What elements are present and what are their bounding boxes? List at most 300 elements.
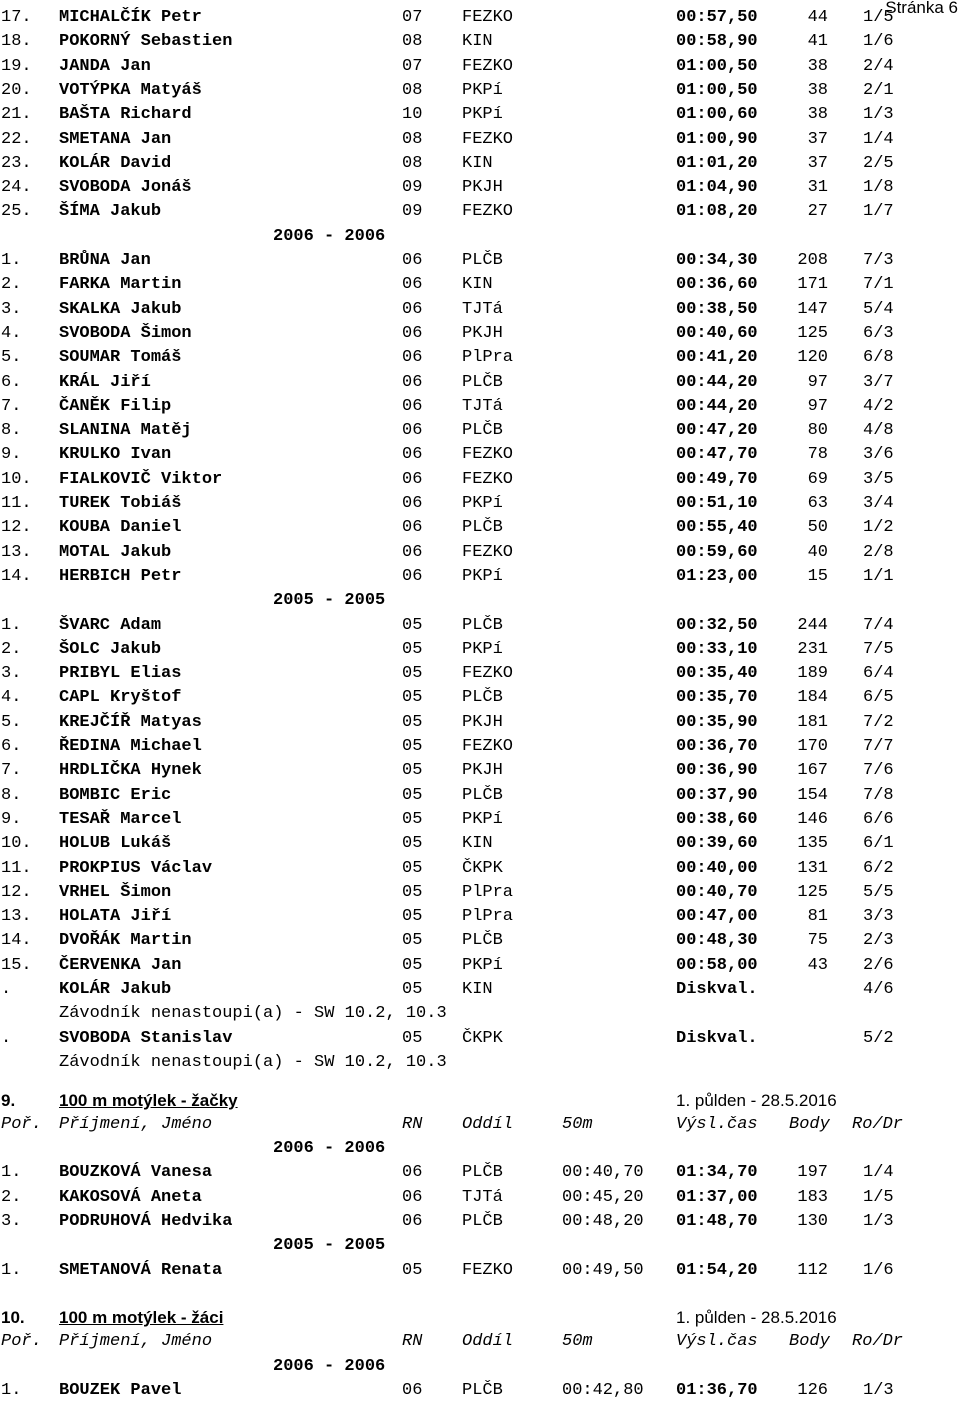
place: 21. [1, 105, 32, 125]
result-row [0, 808, 960, 832]
club: PLČB [462, 1163, 503, 1183]
heat-lane: 5/2 [863, 1028, 894, 1048]
header-points: Body [789, 1114, 830, 1134]
club: KIN [462, 980, 493, 999]
points: 126 [797, 1380, 828, 1400]
club: PLČB [462, 251, 503, 270]
points: 167 [797, 761, 828, 781]
header-club: Oddíl [462, 1332, 514, 1352]
result-row [0, 298, 960, 322]
place: 1. [1, 1163, 22, 1183]
place: 24. [1, 178, 32, 198]
result-row [0, 1186, 960, 1210]
split-time: 00:40,70 [562, 1163, 644, 1183]
points: 131 [797, 858, 828, 878]
birth-year: 05 [402, 1260, 423, 1280]
heat-lane: 2/3 [863, 931, 894, 951]
result-row [0, 273, 960, 297]
swimmer-name: ŠOLC Jakub [59, 639, 162, 659]
swimmer-name: PROKPIUS Václav [59, 858, 213, 878]
points: 171 [797, 275, 828, 295]
birth-year: 06 [402, 542, 423, 562]
heat-lane: 7/8 [863, 785, 894, 805]
swimmer-name: VOTÝPKA Matyáš [59, 80, 202, 100]
disqualification-note [0, 1051, 960, 1075]
result-row [0, 905, 960, 929]
club: PlPra [462, 348, 514, 368]
swimmer-name: PRIBYL Elias [59, 664, 182, 684]
points: 146 [797, 809, 828, 829]
points: 244 [797, 615, 828, 635]
birth-year: 05 [402, 712, 423, 732]
result-row [0, 881, 960, 905]
split-time: 00:45,20 [562, 1187, 644, 1207]
club: PKJH [462, 178, 503, 198]
swimmer-name: BOMBIC Eric [59, 785, 172, 805]
heat-lane: 7/1 [863, 275, 894, 295]
club: PLČB [462, 372, 503, 392]
header-points: Body [789, 1332, 830, 1352]
birth-year: 05 [402, 737, 423, 756]
result-row [0, 1259, 960, 1283]
place: 6. [1, 372, 22, 392]
place: . [1, 980, 12, 999]
birth-year: 05 [402, 615, 423, 635]
heat-lane: 7/2 [863, 712, 894, 732]
swimmer-name: FIALKOVIČ Viktor [59, 469, 223, 489]
heat-lane: 3/5 [863, 469, 894, 489]
final-time: 01:01,20 [676, 153, 758, 173]
swimmer-name: SVOBODA Stanislav [59, 1028, 233, 1048]
age-group-row [0, 225, 960, 249]
event-title-row [0, 1089, 960, 1113]
age-group-label: 2006 - 2006 [273, 1139, 386, 1159]
place: 10. [1, 834, 32, 854]
points: 38 [807, 56, 828, 76]
points: 27 [807, 202, 828, 222]
points: 130 [797, 1212, 828, 1232]
column-header-row [0, 1113, 960, 1137]
header-rn: RN [402, 1332, 423, 1352]
points: 38 [807, 105, 828, 125]
club: PKPí [462, 105, 503, 125]
birth-year: 06 [402, 469, 423, 489]
result-row [0, 152, 960, 176]
heat-lane: 7/7 [863, 737, 894, 756]
note-text: Závodník nenastoupi(a) - SW 10.2, 10.3 [59, 1004, 447, 1024]
result-row [0, 128, 960, 152]
place: 3. [1, 664, 22, 684]
result-row [0, 468, 960, 492]
final-time: 00:47,00 [676, 907, 758, 927]
club: PKPí [462, 566, 503, 586]
birth-year: 06 [402, 494, 423, 513]
header-place: Poř. [1, 1332, 42, 1352]
place: 4. [1, 323, 22, 343]
final-time: 00:37,90 [676, 785, 758, 805]
swimmer-name: ČERVENKA Jan [59, 955, 182, 975]
heat-lane: 7/3 [863, 251, 894, 270]
club: PlPra [462, 907, 514, 927]
place: 10. [1, 469, 32, 489]
final-time: 01:37,00 [676, 1187, 758, 1207]
birth-year: 08 [402, 153, 423, 173]
result-row [0, 55, 960, 79]
swimmer-name: VRHEL Šimon [59, 882, 172, 902]
place: 9. [1, 445, 22, 465]
heat-lane: 1/3 [863, 1212, 894, 1232]
birth-year: 06 [402, 348, 423, 368]
final-time: 00:40,70 [676, 882, 758, 902]
result-row [0, 954, 960, 978]
final-time: Diskval. [676, 1028, 758, 1048]
heat-lane: 1/3 [863, 1380, 894, 1400]
club: TJTá [462, 396, 503, 416]
result-row [0, 662, 960, 686]
club: FEZKO [462, 469, 514, 489]
points: 197 [797, 1163, 828, 1183]
birth-year: 06 [402, 1380, 423, 1400]
heat-lane: 1/1 [863, 566, 894, 586]
final-time: 01:34,70 [676, 1163, 758, 1183]
points: 208 [797, 251, 828, 270]
club: PKPí [462, 955, 503, 975]
swimmer-name: HOLATA Jiří [59, 907, 172, 927]
heat-lane: 6/3 [863, 323, 894, 343]
place: 3. [1, 1212, 22, 1232]
points: 31 [807, 178, 828, 198]
swimmer-name: POKORNÝ Sebastien [59, 32, 233, 52]
final-time: 00:41,20 [676, 348, 758, 368]
page-number: Stránka 6 [885, 0, 958, 17]
heat-lane: 2/4 [863, 56, 894, 76]
swimmer-name: ČANĚK Filip [59, 396, 172, 416]
final-time: 00:33,10 [676, 639, 758, 659]
final-time: 00:57,50 [676, 8, 758, 27]
birth-year: 08 [402, 80, 423, 100]
birth-year: 05 [402, 931, 423, 951]
club: FEZKO [462, 542, 514, 562]
birth-year: 06 [402, 372, 423, 392]
place: 4. [1, 688, 22, 708]
swimmer-name: HERBICH Petr [59, 566, 182, 586]
club: PKPí [462, 639, 503, 659]
final-time: 00:47,20 [676, 421, 758, 441]
place: 2. [1, 1187, 22, 1207]
result-row [0, 249, 960, 273]
club: PKJH [462, 712, 503, 732]
heat-lane: 1/2 [863, 518, 894, 538]
result-row [0, 395, 960, 419]
points: 112 [797, 1260, 828, 1280]
birth-year: 06 [402, 323, 423, 343]
club: PLČB [462, 688, 503, 708]
swimmer-name: DVOŘÁK Martin [59, 931, 192, 951]
place: 7. [1, 761, 22, 781]
place: 8. [1, 785, 22, 805]
club: FEZKO [462, 1260, 514, 1280]
birth-year: 06 [402, 518, 423, 538]
place: 2. [1, 275, 22, 295]
points: 181 [797, 712, 828, 732]
result-row [0, 200, 960, 224]
birth-year: 08 [402, 32, 423, 52]
birth-year: 06 [402, 421, 423, 441]
club: ČKPK [462, 1028, 503, 1048]
club: PKPí [462, 494, 503, 513]
birth-year: 05 [402, 639, 423, 659]
place: 1. [1, 1380, 22, 1400]
place: 13. [1, 542, 32, 562]
place: 20. [1, 80, 32, 100]
place: 14. [1, 566, 32, 586]
place: 23. [1, 153, 32, 173]
heat-lane: 2/8 [863, 542, 894, 562]
club: KIN [462, 834, 493, 854]
final-time: 00:40,60 [676, 323, 758, 343]
heat-lane: 1/5 [863, 1187, 894, 1207]
final-time: Diskval. [676, 980, 758, 999]
heat-lane: 1/5 [863, 8, 894, 27]
result-row [0, 516, 960, 540]
swimmer-name: HOLUB Lukáš [59, 834, 172, 854]
result-row [0, 541, 960, 565]
final-time: 01:48,70 [676, 1212, 758, 1232]
swimmer-name: BOUZKOVÁ Vanesa [59, 1163, 213, 1183]
final-time: 00:55,40 [676, 518, 758, 538]
club: FEZKO [462, 202, 514, 222]
swimmer-name: ŠVARC Adam [59, 615, 162, 635]
swimmer-name: SOUMAR Tomáš [59, 348, 182, 368]
swimmer-name: PODRUHOVÁ Hedvika [59, 1212, 233, 1232]
header-heat-lane: Ro/Dr [852, 1332, 904, 1352]
club: FEZKO [462, 8, 514, 27]
birth-year: 09 [402, 202, 423, 222]
heat-lane: 2/5 [863, 153, 894, 173]
club: KIN [462, 153, 493, 173]
birth-year: 06 [402, 396, 423, 416]
birth-year: 09 [402, 178, 423, 198]
age-group-label: 2006 - 2006 [273, 1356, 386, 1376]
place: 2. [1, 639, 22, 659]
age-group-row [0, 1137, 960, 1161]
place: 6. [1, 737, 22, 756]
points: 44 [807, 8, 828, 27]
event-date: 1. půlden - 28.5.2016 [676, 1090, 837, 1110]
final-time: 00:36,60 [676, 275, 758, 295]
age-group-label: 2005 - 2005 [273, 1236, 386, 1256]
birth-year: 06 [402, 1212, 423, 1232]
swimmer-name: CAPL Kryštof [59, 688, 182, 708]
heat-lane: 6/4 [863, 664, 894, 684]
swimmer-name: KOLÁR Jakub [59, 980, 172, 999]
final-time: 00:58,00 [676, 955, 758, 975]
result-row [0, 322, 960, 346]
result-row [0, 1379, 960, 1403]
heat-lane: 4/2 [863, 396, 894, 416]
final-time: 01:00,90 [676, 129, 758, 149]
age-group-label: 2005 - 2005 [273, 591, 386, 611]
place: 12. [1, 518, 32, 538]
place: 11. [1, 858, 32, 878]
result-row [0, 79, 960, 103]
final-time: 00:35,90 [676, 712, 758, 732]
swimmer-name: MOTAL Jakub [59, 542, 172, 562]
points: 120 [797, 348, 828, 368]
split-time: 00:49,50 [562, 1260, 644, 1280]
club: TJTá [462, 1187, 503, 1207]
club: FEZKO [462, 664, 514, 684]
place: 5. [1, 348, 22, 368]
swimmer-name: KRÁL Jiří [59, 372, 151, 392]
final-time: 00:49,70 [676, 469, 758, 489]
age-group-label: 2006 - 2006 [273, 226, 386, 246]
heat-lane: 4/8 [863, 421, 894, 441]
final-time: 00:58,90 [676, 32, 758, 52]
header-rn: RN [402, 1114, 423, 1134]
event-date: 1. půlden - 28.5.2016 [676, 1308, 837, 1328]
place: 17. [1, 8, 32, 27]
final-time: 00:44,20 [676, 372, 758, 392]
points: 75 [807, 931, 828, 951]
result-row [0, 784, 960, 808]
club: PLČB [462, 931, 503, 951]
heat-lane: 3/3 [863, 907, 894, 927]
header-split: 50m [562, 1332, 593, 1352]
swimmer-name: FARKA Martin [59, 275, 182, 295]
final-time: 00:59,60 [676, 542, 758, 562]
birth-year: 06 [402, 275, 423, 295]
header-split: 50m [562, 1114, 593, 1134]
final-time: 00:32,50 [676, 615, 758, 635]
header-name: Příjmení, Jméno [59, 1332, 213, 1352]
club: FEZKO [462, 445, 514, 465]
heat-lane: 5/4 [863, 299, 894, 319]
place: 11. [1, 494, 32, 513]
final-time: 00:40,00 [676, 858, 758, 878]
swimmer-name: JANDA Jan [59, 56, 151, 76]
club: PLČB [462, 1212, 503, 1232]
final-time: 01:04,90 [676, 178, 758, 198]
place: 13. [1, 907, 32, 927]
heat-lane: 7/5 [863, 639, 894, 659]
birth-year: 06 [402, 566, 423, 586]
swimmer-name: BOUZEK Pavel [59, 1380, 182, 1400]
place: 9. [1, 809, 22, 829]
split-time: 00:48,20 [562, 1212, 644, 1232]
place: 15. [1, 955, 32, 975]
place: 1. [1, 615, 22, 635]
swimmer-name: KREJČÍŘ Matyas [59, 712, 202, 732]
club: FEZKO [462, 129, 514, 149]
points: 154 [797, 785, 828, 805]
place: 5. [1, 712, 22, 732]
birth-year: 05 [402, 882, 423, 902]
swimmer-name: SLANINA Matěj [59, 421, 192, 441]
final-time: 01:08,20 [676, 202, 758, 222]
result-row [0, 759, 960, 783]
swimmer-name: SVOBODA Jonáš [59, 178, 192, 198]
heat-lane: 6/6 [863, 809, 894, 829]
heat-lane: 1/4 [863, 1163, 894, 1183]
final-time: 01:00,50 [676, 80, 758, 100]
header-place: Poř. [1, 1114, 42, 1134]
result-row [0, 443, 960, 467]
header-name: Příjmení, Jméno [59, 1114, 213, 1134]
heat-lane: 3/4 [863, 494, 894, 513]
final-time: 01:00,50 [676, 56, 758, 76]
final-time: 00:47,70 [676, 445, 758, 465]
birth-year: 05 [402, 1028, 423, 1048]
final-time: 01:54,20 [676, 1260, 758, 1280]
event-title: 100 m motýlek - žáci [59, 1308, 224, 1328]
birth-year: 05 [402, 980, 423, 999]
result-row [0, 857, 960, 881]
result-row [0, 638, 960, 662]
swimmer-name: KOUBA Daniel [59, 518, 182, 538]
points: 80 [807, 421, 828, 441]
place: 19. [1, 56, 32, 76]
swimmer-name: KRULKO Ivan [59, 445, 172, 465]
result-row [0, 6, 960, 30]
birth-year: 08 [402, 129, 423, 149]
club: ČKPK [462, 858, 503, 878]
result-row [0, 30, 960, 54]
points: 37 [807, 153, 828, 173]
final-time: 00:36,90 [676, 761, 758, 781]
header-club: Oddíl [462, 1114, 514, 1134]
age-group-row [0, 1234, 960, 1258]
heat-lane: 2/6 [863, 955, 894, 975]
points: 37 [807, 129, 828, 149]
club: PKJH [462, 761, 503, 781]
birth-year: 06 [402, 299, 423, 319]
club: PLČB [462, 518, 503, 538]
points: 41 [807, 32, 828, 52]
points: 38 [807, 80, 828, 100]
birth-year: 05 [402, 761, 423, 781]
age-group-row [0, 589, 960, 613]
swimmer-name: SVOBODA Šimon [59, 323, 192, 343]
club: PKPí [462, 80, 503, 100]
birth-year: 05 [402, 858, 423, 878]
club: PLČB [462, 1380, 503, 1400]
final-time: 00:36,70 [676, 737, 758, 756]
points: 125 [797, 882, 828, 902]
result-row [0, 832, 960, 856]
place: 25. [1, 202, 32, 222]
result-row [0, 711, 960, 735]
points: 183 [797, 1187, 828, 1207]
result-row [0, 492, 960, 516]
place: 7. [1, 396, 22, 416]
age-group-row [0, 1355, 960, 1379]
club: PKPí [462, 809, 503, 829]
note-text: Závodník nenastoupi(a) - SW 10.2, 10.3 [59, 1052, 447, 1072]
heat-lane: 5/5 [863, 882, 894, 902]
place: 3. [1, 299, 22, 319]
heat-lane: 3/6 [863, 445, 894, 465]
birth-year: 10 [402, 105, 423, 125]
heat-lane: 6/2 [863, 858, 894, 878]
club: PLČB [462, 421, 503, 441]
swimmer-name: MICHALČÍK Petr [59, 8, 202, 27]
place: 12. [1, 882, 32, 902]
birth-year: 06 [402, 1187, 423, 1207]
place: 8. [1, 421, 22, 441]
result-row [0, 735, 960, 759]
split-time: 00:42,80 [562, 1380, 644, 1400]
